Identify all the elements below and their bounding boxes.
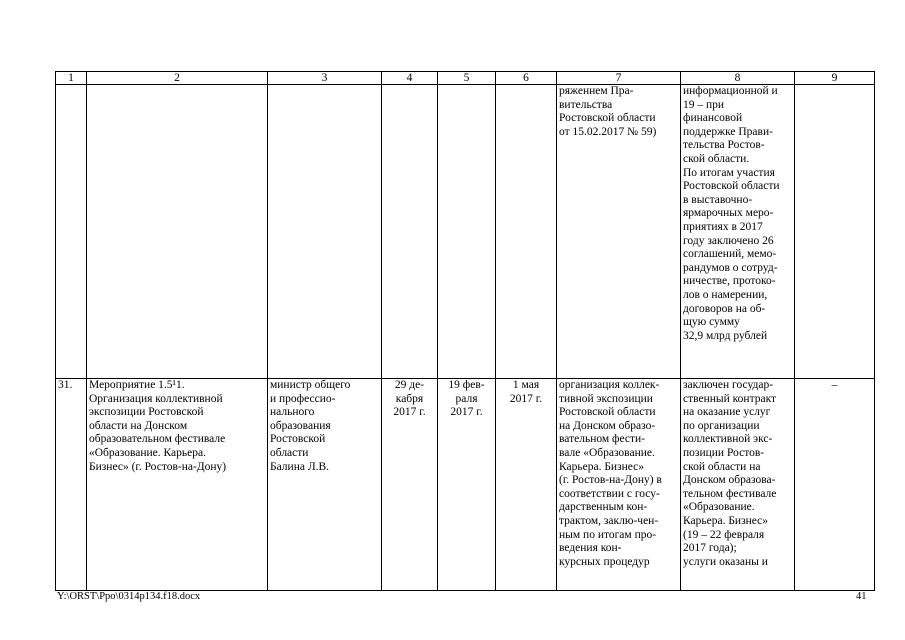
table-cell <box>268 85 382 379</box>
notes-cell: – <box>795 379 875 591</box>
date-cell-planned: 29 де- кабря 2017 г. <box>382 379 438 591</box>
file-path-footer: Y:\ORST\Ppo\0314p134.f18.docx <box>57 591 201 602</box>
column-number: 1 <box>56 72 87 85</box>
event-name-cell: Мероприятие 1.5¹1. Организация коллективной экспозиции Ростовской области на Донском образовательном фестивале «Образование. Карьера. Бизнес» (г. Ростов-на-Дону) <box>87 379 268 591</box>
column-number: 8 <box>681 72 795 85</box>
outcome-cell: заключен государ- ственный контракт на оказание услуг по организации коллективной экс- позиции Ростов- ской области на Донском образова- тельном фестивале «Образование. Карьера. Бизнес» (19 – 22 февраля 2017 года); услуги оказаны и <box>681 379 795 591</box>
column-number-row <box>56 72 875 85</box>
column-number: 6 <box>496 72 557 85</box>
result-cell: организация коллек- тивной экспозиции Ростовской области на Донском образо- вательном фести- вале «Образование. Карьера. Бизнес» (г. Ростов-на-Дону) в соответствии с госу- дарственным кон- трактом, заклю-чен- ным по итогам про- ведения кон- курсных процедур <box>557 379 681 591</box>
date-cell-start: 19 фев- раля 2017 г. <box>438 379 496 591</box>
table-cell <box>496 85 557 379</box>
date-cell-end: 1 мая 2017 г. <box>496 379 557 591</box>
table-cell <box>56 85 87 379</box>
column-number: 2 <box>87 72 268 85</box>
result-cell: ряженнем Пра- вительства Ростовской области от 15.02.2017 № 59) <box>557 85 681 379</box>
document-table <box>55 71 875 591</box>
column-number: 9 <box>795 72 875 85</box>
table-cell <box>795 85 875 379</box>
column-number: 4 <box>382 72 438 85</box>
outcome-cell: информационной и 19 – при финансовой поддержке Прави- тельства Ростов- ской области. По итогам участия Ростовской области в выставочно- ярмарочных меро- приятиях в 2017 году заключено 26 соглашений, мемо- рандумов о сотруд- ничестве, протоко- лов о намерении, договоров на об- щую сумму 32,9 млрд рублей <box>681 85 795 379</box>
page-number: 41 <box>856 591 867 602</box>
row-number: 31. <box>56 379 87 591</box>
table-row-31 <box>56 379 875 591</box>
table-cell <box>382 85 438 379</box>
table-cell <box>87 85 268 379</box>
responsible-cell: министр общего и профессио- нального образования Ростовской области Балина Л.В. <box>268 379 382 591</box>
table-cell <box>438 85 496 379</box>
table-row-continued <box>56 85 875 379</box>
column-number: 7 <box>557 72 681 85</box>
column-number: 5 <box>438 72 496 85</box>
column-number: 3 <box>268 72 382 85</box>
